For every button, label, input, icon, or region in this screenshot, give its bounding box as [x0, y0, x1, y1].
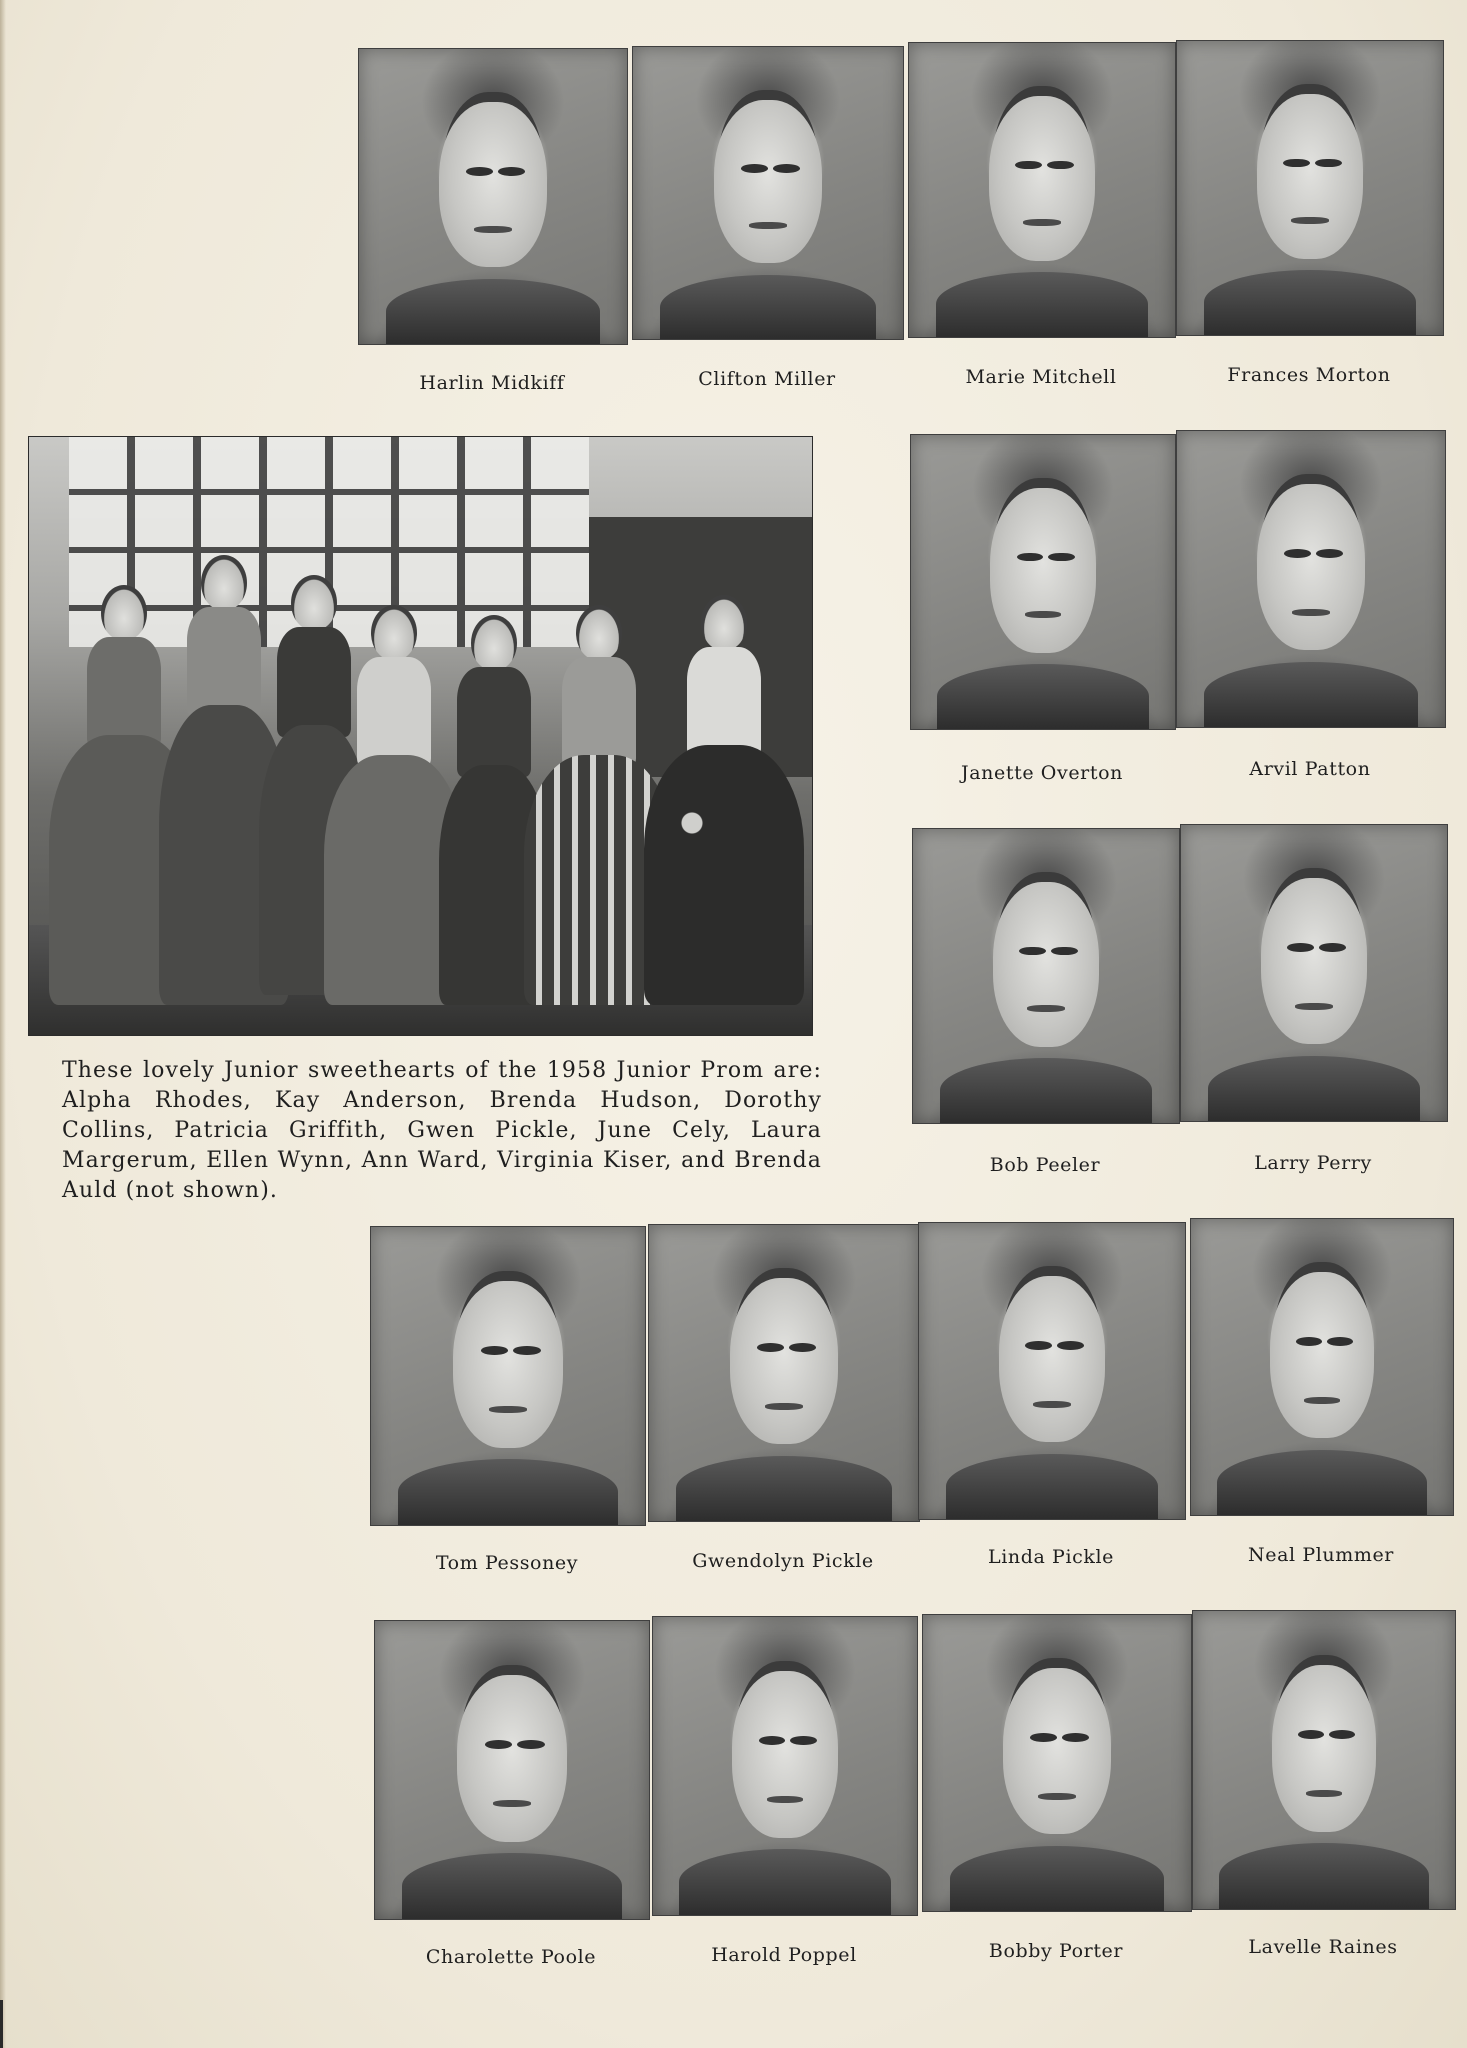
portrait-photo-porter	[922, 1614, 1192, 1912]
portrait-name: Linda Pickle	[988, 1546, 1114, 1568]
binding-edge	[0, 2000, 3, 2048]
group-photo-prom-sweethearts	[28, 436, 813, 1036]
portrait-photo-poole	[374, 1620, 650, 1920]
portrait-name: Frances Morton	[1227, 364, 1391, 386]
group-photo-caption: These lovely Junior sweethearts of the 1958 Junior Prom are: Alpha Rhodes, Kay Anderson, Brenda Hudson, Dorothy Collins, Patricia Griffith, Gwen Pickle, June Cely, Laura Margerum, Ellen Wynn, Ann Ward, Virginia Kiser, and Brenda Auld (not shown).	[62, 1058, 822, 1203]
portrait-photo-midkiff	[358, 48, 628, 345]
portrait-name: Gwendolyn Pickle	[692, 1550, 874, 1572]
portrait-photo-mitchell	[908, 42, 1176, 338]
portrait-photo-linda-pickle	[918, 1222, 1186, 1520]
portrait-name: Bobby Porter	[988, 1940, 1124, 1962]
portrait-name: Bob Peeler	[989, 1154, 1101, 1176]
portrait-photo-raines	[1192, 1610, 1456, 1910]
portrait-photo-morton	[1176, 40, 1444, 336]
portrait-photo-patton	[1176, 430, 1446, 728]
portrait-name: Lavelle Raines	[1248, 1936, 1398, 1958]
portrait-photo-plummer	[1190, 1218, 1454, 1516]
portrait-photo-overton	[910, 434, 1176, 730]
portrait-photo-gwendolyn-pickle	[648, 1224, 920, 1522]
portrait-name: Neal Plummer	[1248, 1544, 1394, 1566]
portrait-name: Tom Pessoney	[435, 1552, 579, 1574]
portrait-name: Janette Overton	[961, 762, 1123, 784]
portrait-photo-perry	[1180, 824, 1448, 1122]
portrait-photo-peeler	[912, 828, 1180, 1124]
portrait-photo-poppel	[652, 1616, 918, 1916]
page-spine-shadow	[0, 0, 6, 2048]
portrait-name: Larry Perry	[1254, 1152, 1372, 1174]
portrait-photo-miller	[632, 46, 904, 340]
portrait-name: Harold Poppel	[711, 1944, 857, 1966]
portrait-name: Arvil Patton	[1249, 758, 1371, 780]
portrait-name: Charolette Poole	[425, 1946, 597, 1968]
portrait-photo-pessoney	[370, 1226, 646, 1526]
portrait-name: Marie Mitchell	[965, 366, 1117, 388]
portrait-name: Clifton Miller	[698, 368, 836, 390]
portrait-name: Harlin Midkiff	[419, 372, 565, 394]
